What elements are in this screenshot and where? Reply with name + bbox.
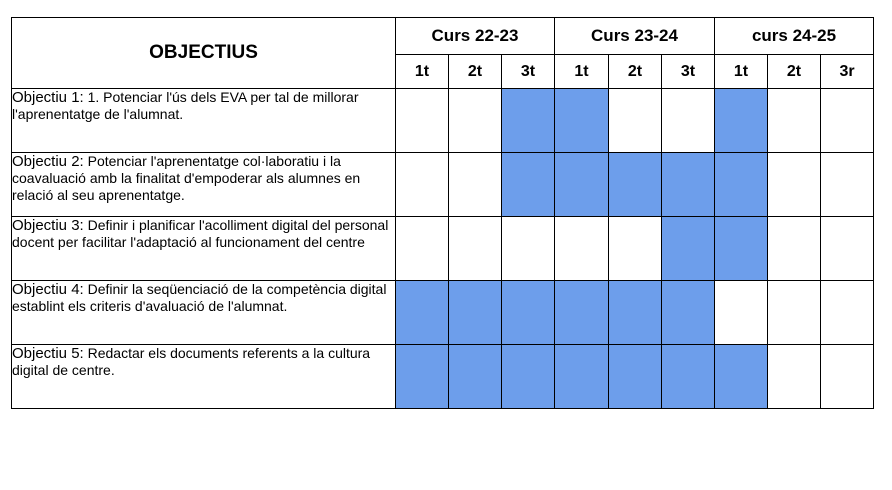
schedule-cell-empty [609, 89, 662, 153]
schedule-cell-empty [449, 89, 502, 153]
schedule-cell-active [555, 281, 609, 345]
schedule-cell-active [396, 281, 449, 345]
term-header: 2t [609, 55, 662, 89]
schedule-cell-empty [821, 345, 874, 409]
year-header: Curs 23-24 [555, 18, 715, 55]
term-header: 1t [396, 55, 449, 89]
objective-text: Redactar els documents referents a la cultura digital de centre. [12, 345, 371, 378]
schedule-cell-active [396, 345, 449, 409]
objective-description [12, 217, 396, 281]
schedule-cell-empty [821, 153, 874, 217]
term-header: 2t [768, 55, 821, 89]
term-header: 3t [662, 55, 715, 89]
schedule-cell-active [502, 153, 555, 217]
objective-row [12, 89, 874, 153]
schedule-cell-empty [396, 89, 449, 153]
objective-description [12, 345, 396, 409]
schedule-cell-empty [502, 217, 555, 281]
schedule-cell-empty [768, 345, 821, 409]
schedule-cell-empty [715, 281, 768, 345]
schedule-cell-active [502, 345, 555, 409]
schedule-cell-active [609, 281, 662, 345]
objective-text: 1. Potenciar l'ús dels EVA per tal de millorar l'aprenentatge de l'alumnat. [12, 89, 359, 122]
schedule-cell-active [449, 345, 502, 409]
schedule-cell-active [715, 89, 768, 153]
objectives-header: OBJECTIUS [12, 18, 396, 89]
schedule-cell-empty [396, 217, 449, 281]
schedule-cell-empty [396, 153, 449, 217]
year-header-row [12, 18, 874, 55]
year-header: curs 24-25 [715, 18, 874, 55]
schedule-cell-active [555, 345, 609, 409]
schedule-cell-active [502, 281, 555, 345]
objective-text: Potenciar l'aprenentatge col·laboratiu i la coavaluació amb la finalitat d'empoderar als alumnes en relació al seu aprenentatge. [12, 153, 361, 203]
schedule-cell-active [662, 217, 715, 281]
schedule-cell-empty [609, 217, 662, 281]
objective-row [12, 281, 874, 345]
objective-row [12, 217, 874, 281]
schedule-cell-empty [662, 89, 715, 153]
schedule-cell-empty [821, 281, 874, 345]
term-header: 3t [502, 55, 555, 89]
schedule-cell-empty [768, 217, 821, 281]
schedule-cell-active [662, 153, 715, 217]
year-header: Curs 22-23 [396, 18, 555, 55]
schedule-cell-active [555, 89, 609, 153]
objective-label: Objectiu 1: [12, 89, 84, 106]
schedule-cell-empty [555, 217, 609, 281]
schedule-cell-active [449, 281, 502, 345]
schedule-cell-empty [768, 281, 821, 345]
schedule-cell-active [502, 89, 555, 153]
schedule-cell-active [715, 217, 768, 281]
schedule-cell-active [715, 153, 768, 217]
objective-row [12, 345, 874, 409]
schedule-cell-empty [768, 153, 821, 217]
objective-description [12, 281, 396, 345]
objective-text: Definir i planificar l'acolliment digital del personal docent per facilitar l'adaptació al funcionament del centre [12, 217, 389, 250]
schedule-cell-empty [768, 89, 821, 153]
term-header: 3r [821, 55, 874, 89]
objectives-body [12, 89, 874, 409]
objective-label: Objectiu 5: [12, 345, 84, 362]
term-header: 1t [715, 55, 768, 89]
schedule-cell-active [715, 345, 768, 409]
schedule-cell-empty [821, 217, 874, 281]
objective-description [12, 89, 396, 153]
term-header: 2t [449, 55, 502, 89]
objective-label: Objectiu 2: [12, 153, 84, 170]
objectives-schedule-table [11, 17, 874, 409]
schedule-cell-empty [821, 89, 874, 153]
objective-description [12, 153, 396, 217]
objective-label: Objectiu 3: [12, 217, 84, 234]
schedule-cell-active [662, 345, 715, 409]
schedule-cell-active [662, 281, 715, 345]
term-header: 1t [555, 55, 609, 89]
schedule-cell-active [609, 153, 662, 217]
schedule-cell-empty [449, 153, 502, 217]
schedule-cell-active [609, 345, 662, 409]
objective-label: Objectiu 4: [12, 281, 84, 298]
schedule-cell-active [555, 153, 609, 217]
objective-text: Definir la seqüenciació de la competència digital establint els criteris d'avaluació de l'alumnat. [12, 281, 387, 314]
objective-row [12, 153, 874, 217]
schedule-cell-empty [449, 217, 502, 281]
